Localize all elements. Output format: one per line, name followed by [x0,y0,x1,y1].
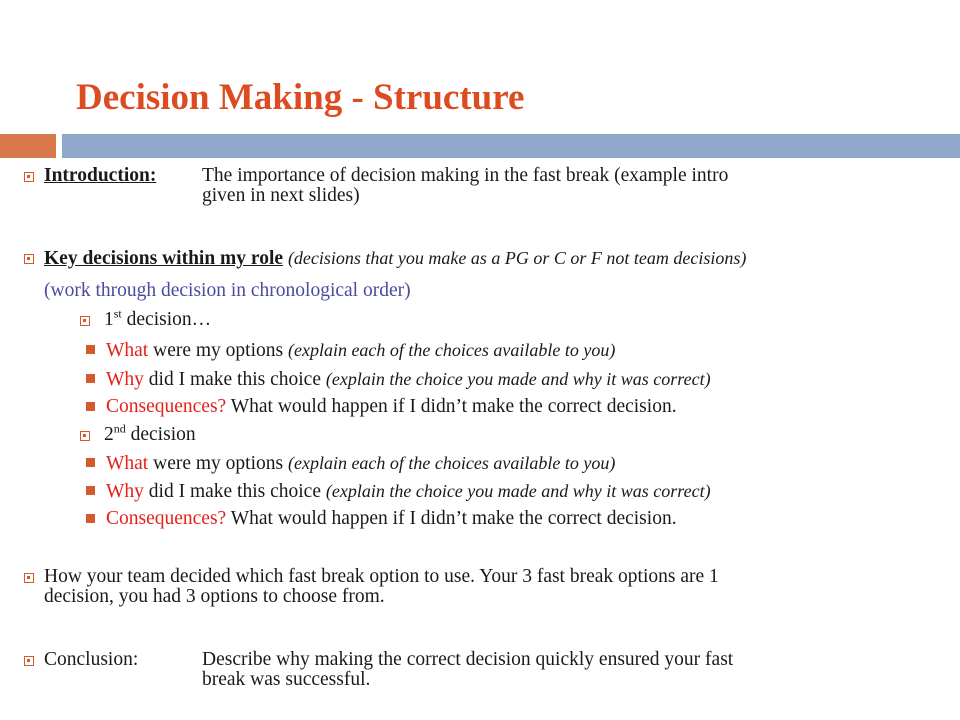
conclusion-line1: Describe why making the correct decision quickly ensured your fast [202,649,734,670]
intro-text-line2: given in next slides) [202,185,360,206]
item-text: did I make this choice [143,481,326,502]
filled-bullet-icon [86,486,95,495]
decision1-item-why [106,368,711,391]
item-red-text: Consequences? [106,396,227,417]
item-italic-text: (explain the choice you made and why it was correct) [325,481,711,501]
key-decisions-line [44,247,746,270]
slide-title: Decision Making - Structure [76,77,525,118]
accent-bar-blue [62,134,960,158]
key-decisions-note: (decisions that you make as a PG or C or F not team decisions) [287,248,747,268]
item-italic-text: (explain each of the choices available to you) [287,340,616,360]
conclusion-line2: break was successful. [202,669,371,690]
filled-bullet-icon [86,345,95,354]
key-decisions-label: Key decisions within my role [44,248,284,269]
square-bullet-icon [80,431,90,441]
decision2-item-what [106,452,615,475]
square-bullet-icon [24,254,34,264]
item-red-text: What [106,453,149,474]
decision2-number: 2 [104,424,114,445]
filled-bullet-icon [86,402,95,411]
conclusion-label: Conclusion: [44,649,139,670]
item-red-text: Consequences? [106,508,227,529]
square-bullet-icon [24,573,34,583]
square-bullet-icon [24,172,34,182]
decision2-item-consequences [106,508,677,530]
team-line2: decision, you had 3 options to choose from. [44,586,385,607]
item-red-text: What [106,340,149,361]
item-red-text: Why [106,481,144,502]
decision2-suffix: nd [113,421,126,436]
decision1-suffix: st [113,306,122,321]
intro-label-text: Introduction: [44,165,157,186]
item-text: were my options [148,340,288,361]
decision2-rest: decision [125,424,196,445]
decision1-item-consequences [106,396,677,418]
order-note: (work through decision in chronological order) [44,280,411,301]
intro-label [44,165,156,187]
square-bullet-icon [24,656,34,666]
square-bullet-icon [80,316,90,326]
decision1-heading [104,306,212,331]
team-line1: How your team decided which fast break option to use. Your 3 fast break options are 1 [44,566,719,587]
filled-bullet-icon [86,458,95,467]
item-text: What would happen if I didn’t make the correct decision. [226,396,677,417]
filled-bullet-icon [86,374,95,383]
decision2-item-why [106,480,711,503]
filled-bullet-icon [86,514,95,523]
item-text: did I make this choice [143,369,326,390]
item-text: What would happen if I didn’t make the correct decision. [226,508,677,529]
decision2-heading [104,421,196,446]
item-italic-text: (explain the choice you made and why it was correct) [325,369,711,389]
item-text: were my options [148,453,288,474]
decision1-rest: decision… [121,309,212,330]
accent-bar-orange [0,134,56,158]
item-red-text: Why [106,369,144,390]
decision1-number: 1 [104,309,114,330]
item-italic-text: (explain each of the choices available to you) [287,453,616,473]
decision1-item-what [106,339,615,362]
intro-text-line1: The importance of decision making in the fast break (example intro [202,165,729,186]
